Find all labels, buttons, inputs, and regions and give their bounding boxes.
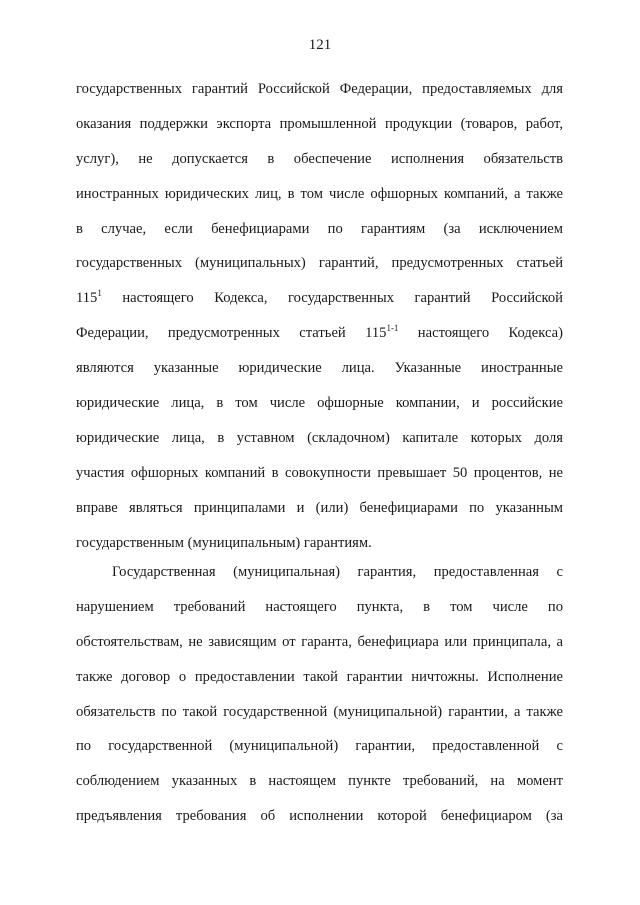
article-number: 115 xyxy=(76,290,98,307)
text-line: обязательств по такой государственной (муниципальной) гарантии, а также xyxy=(76,703,563,720)
text-line: юридические лица, в том числе офшорные компании, и российские xyxy=(76,395,563,412)
line-rest: настоящего Кодекса, государственных гарантий Российской xyxy=(101,290,563,307)
article-superscript: 1-1 xyxy=(386,323,399,334)
text-line: также договор о предоставлении такой гарантии ничтожны. Исполнение xyxy=(76,668,563,685)
text-line: нарушением требований настоящего пункта, в том числе по xyxy=(76,598,563,615)
text-line: соблюдением указанных в настоящем пункте требований, на момент xyxy=(76,773,563,790)
text-line: государственным (муниципальным) гарантиям. xyxy=(76,534,372,551)
text-line: являются указанные юридические лица. Указанные иностранные xyxy=(76,360,563,377)
text-line: по государственной (муниципальной) гарантии, предоставленной с xyxy=(76,738,563,755)
text-line: государственных (муниципальных) гарантий, предусмотренных статьей xyxy=(76,255,563,272)
text-line: в случае, если бенефициарами по гарантиям (за исключением xyxy=(76,220,563,237)
text-line-with-superscript xyxy=(76,281,563,316)
text-line: оказания поддержки экспорта промышленной продукции (товаров, работ, xyxy=(76,115,563,132)
text-line: юридические лица, в уставном (складочном) капитале которых доля xyxy=(76,429,563,446)
text-line: иностранных юридических лиц, в том числе офшорных компаний, а также xyxy=(76,185,563,202)
text-line: обстоятельствам, не зависящим от гаранта, бенефициара или принципала, а xyxy=(76,633,563,650)
text-line: Государственная (муниципальная) гарантия, предоставленная с xyxy=(112,564,563,580)
article-superscript: 1 xyxy=(97,288,102,299)
paragraph-1 xyxy=(76,72,563,560)
text-line-with-superscript xyxy=(76,316,563,351)
text-line: предъявления требования об исполнении которой бенефициаром (за xyxy=(76,808,563,825)
page-number: 121 xyxy=(308,37,332,53)
text-line: услуг), не допускается в обеспечение исполнения обязательств xyxy=(76,150,563,167)
paragraph-2 xyxy=(76,555,563,834)
text-line: участия офшорных компаний в совокупности превышает 50 процентов, не xyxy=(76,464,563,481)
text-line: государственных гарантий Российской Федерации, предоставляемых для xyxy=(76,81,563,97)
text-line: вправе являться принципалами и (или) бенефициарами по указанным xyxy=(76,499,563,516)
line-start: Федерации, предусмотренных статьей 115 xyxy=(76,325,387,342)
line-rest: настоящего Кодекса) xyxy=(398,325,563,342)
